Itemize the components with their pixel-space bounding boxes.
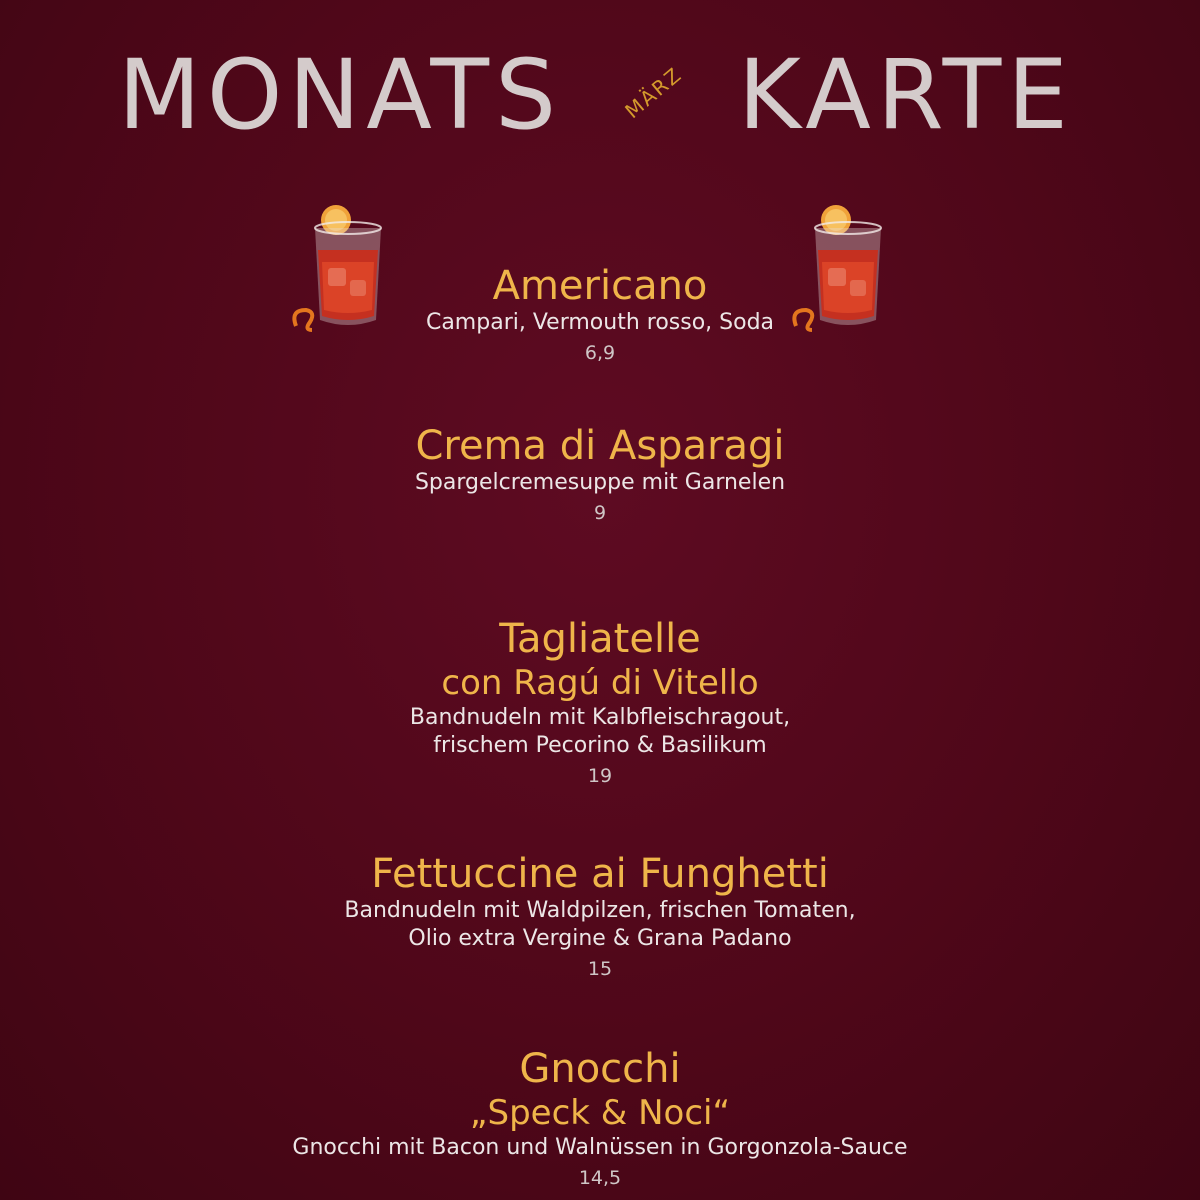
menu-item-tagliatelle (0, 616, 1200, 790)
dish-description: Gnocchi mit Bacon und Walnüssen in Gorgonzola-Sauce (292, 1135, 908, 1160)
dish-description-line2: Olio extra Vergine & Grana Padano (408, 926, 792, 951)
dish-description: Campari, Vermouth rosso, Soda (425, 310, 775, 335)
dish-price: 9 (593, 502, 607, 524)
dish-description: Bandnudeln mit Waldpilzen, frischen Tomaten, (344, 898, 856, 923)
menu-item-americano (0, 263, 1200, 367)
dish-subtitle: con Ragú di Vitello (441, 663, 759, 703)
dish-name: Fettuccine ai Funghetti (371, 851, 829, 897)
dish-price: 19 (587, 765, 613, 787)
dish-description-line2: frischem Pecorino & Basilikum (433, 733, 767, 758)
dish-description: Spargelcremesuppe mit Garnelen (414, 470, 786, 495)
dish-price: 6,9 (584, 342, 616, 364)
menu-header (0, 40, 1200, 150)
menu-item-crema-di-asparagi (0, 423, 1200, 527)
dish-name: Americano (492, 263, 708, 309)
dish-name: Gnocchi (519, 1046, 681, 1092)
header-title-monats: MONATS (118, 39, 562, 151)
dish-name: Tagliatelle (499, 616, 701, 662)
dish-subtitle: „Speck & Noci“ (469, 1093, 731, 1133)
dish-price: 14,5 (578, 1167, 622, 1189)
menu-item-fettuccine (0, 851, 1200, 983)
menu-item-gnocchi (0, 1046, 1200, 1192)
dish-price: 15 (587, 958, 613, 980)
header-month: MÄRZ (620, 62, 687, 124)
header-title-karte: KARTE (738, 39, 1074, 151)
dish-description: Bandnudeln mit Kalbfleischragout, (409, 705, 791, 730)
dish-name: Crema di Asparagi (415, 423, 785, 469)
